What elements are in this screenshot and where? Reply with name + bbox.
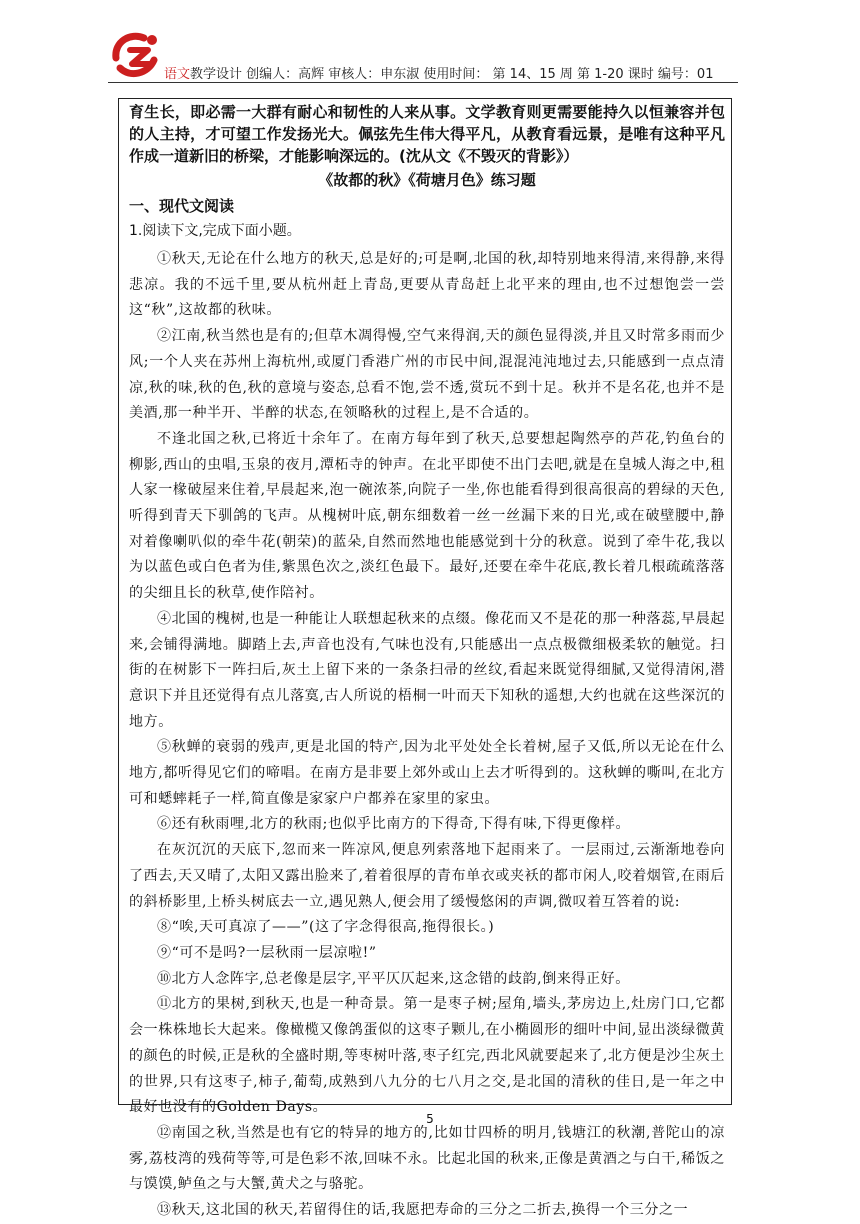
header-subject: 语文 xyxy=(164,67,191,82)
paragraph: ⑩北方人念阵字,总老像是层字,平平仄仄起来,这念错的歧韵,倒来得正好。 xyxy=(157,970,630,987)
paragraph: 不逢北国之秋,已将近十余年了。在南方每年到了秋天,总要想起陶然亭的芦花,钓鱼台的柳影,西山的虫唱,玉泉的夜月,潭柘寺的钟声。在北平即使不出门去吧,就是在皇城人海之中,租人家一椽破屋来住着,早晨起来,泡一碗浓茶,向院子一坐,你也能看得到很高很高的碧绿的天色,听得到青天下驯鸽的飞声。从槐树叶底,朝东细数着一丝一丝漏下来的日光,或在破壁腰中,静对着像喇叭似的牵牛花(朝荣)的蓝朵,自然而然地也能感觉到十分的秋意。说到了牵牛花,我以为以蓝色或白色者为佳,紫黑色次之,淡红色最下。最好,还要在牵牛花底,教长着几根疏疏落落的尖细且长的秋草,使作陪衬。 xyxy=(129,430,725,602)
content-body xyxy=(129,101,725,1224)
paragraph: ⑧“唉,天可真凉了——”(这了字念得很高,拖得很长。) xyxy=(157,919,495,936)
paragraph: ④北国的槐树,也是一种能让人联想起秋来的点缀。像花而又不是花的那一种落蕊,早晨起来,会铺得满地。脚踏上去,声音也没有,气味也没有,只能感出一点点极微细极柔软的触觉。扫街的在树影下一阵扫后,灰土上留下来的一条条扫帚的丝纹,看起来既觉得细腻,又觉得清闲,潜意识下并且还觉得有点儿落寞,古人所说的梧桐一叶而天下知秋的遥想,大约也就在这些深沉的地方。 xyxy=(129,610,725,730)
paragraph: 在灰沉沉的天底下,忽而来一阵凉风,便息列索落地下起雨来了。一层雨过,云渐渐地卷向了西去,天又晴了,太阳又露出脸来了,着着很厚的青布单衣或夹袄的都市闲人,咬着烟管,在雨后的斜桥影里,上桥头树底去一立,遇见熟人,便会用了缓慢悠闲的声调,微叹着互答着的说: xyxy=(129,842,725,910)
header-divider xyxy=(108,82,738,83)
section-heading: 一、现代文阅读 xyxy=(129,197,235,215)
paragraph: ⑫南国之秋,当然是也有它的特异的地方的,比如廿四桥的明月,钱塘江的秋潮,普陀山的凉雾,荔枝湾的残荷等等,可是色彩不浓,回味不永。比起北国的秋来,正像是黄酒之与白干,稀饭之与馍馍,鲈鱼之与大蟹,黄犬之与骆驼。 xyxy=(129,1124,725,1193)
header-details: 教学设计 创编人：高辉 审核人：申东淑 使用时间： 第 14、15 周 第 1-20 课时 编号：01 xyxy=(190,67,714,82)
exercise-title: 《故都的秋》《荷塘月色》练习题 xyxy=(318,171,536,189)
school-logo-icon xyxy=(108,28,164,80)
paragraph: ①秋天,无论在什么地方的秋天,总是好的;可是啊,北国的秋,却特别地来得清,来得静,来得悲凉。我的不远千里,要从杭州赶上青岛,更要从青岛赶上北平来的理由,也不过想饱尝一尝这“秋”,这故都的秋味。 xyxy=(129,251,725,319)
page-header xyxy=(108,28,738,80)
paragraph: ⑨“可不是吗?一层秋雨一层凉啦!” xyxy=(157,944,377,961)
question-prompt: 1.阅读下文,完成下面小题。 xyxy=(129,223,301,239)
paragraph: ⑥还有秋雨哩,北方的秋雨;也似乎比南方的下得奇,下得有味,下得更像样。 xyxy=(157,816,631,833)
page-number: 5 xyxy=(426,1112,434,1126)
intro-text: 育生长，即必需一大群有耐心和韧性的人来从事。文学教育则更需要能持久以恒兼容并包的人主持，才可望工作发扬光大。佩弦先生伟大得平凡，从教育看远景，是唯有这种平凡作成一道新旧的桥梁，才能影响深远的。(沈从文《不毁灭的背影》） xyxy=(129,103,725,165)
paragraph: ⑪北方的果树,到秋天,也是一种奇景。第一是枣子树;屋角,墙头,茅房边上,灶房门口,它都会一株株地长大起来。像橄榄又像鸽蛋似的这枣子颗儿,在小椭圆形的细叶中间,显出淡绿微黄的颜色的时候,正是秋的全盛时期,等枣树叶落,枣子红完,西北风就要起来了,北方便是沙尘灰土的世界,只有这枣子,柿子,葡萄,成熟到八九分的七八月之交,是北国的清秋的佳日,是一年之中最好也没有的Golden Days。 xyxy=(129,996,725,1116)
content-frame xyxy=(118,98,732,1219)
paragraph: ②江南,秋当然也是有的;但草木凋得慢,空气来得润,天的颜色显得淡,并且又时常多雨而少风;一个人夹在苏州上海杭州,或厦门香港广州的市民中间,混混沌沌地过去,只能感到一点点清凉,秋的味,秋的色,秋的意境与姿态,总看不饱,尝不透,赏玩不到十足。秋并不是名花,也并不是美酒,那一种半开、半醉的状态,在领略秋的过程上,是不合适的。 xyxy=(129,328,725,422)
paragraph: ⑤秋蝉的衰弱的残声,更是北国的特产,因为北平处处全长着树,屋子又低,所以无论在什么地方,都听得见它们的啼唱。在南方是非要上郊外或山上去才听得到的。这秋蝉的嘶叫,在北方可和蟋蟀耗子一样,简直像是家家户户都养在家里的家虫。 xyxy=(129,739,725,807)
paragraph: ⑬秋天,这北国的秋天,若留得住的话,我愿把寿命的三分之二折去,换得一个三分之一 xyxy=(157,1202,689,1219)
header-info xyxy=(164,63,713,82)
